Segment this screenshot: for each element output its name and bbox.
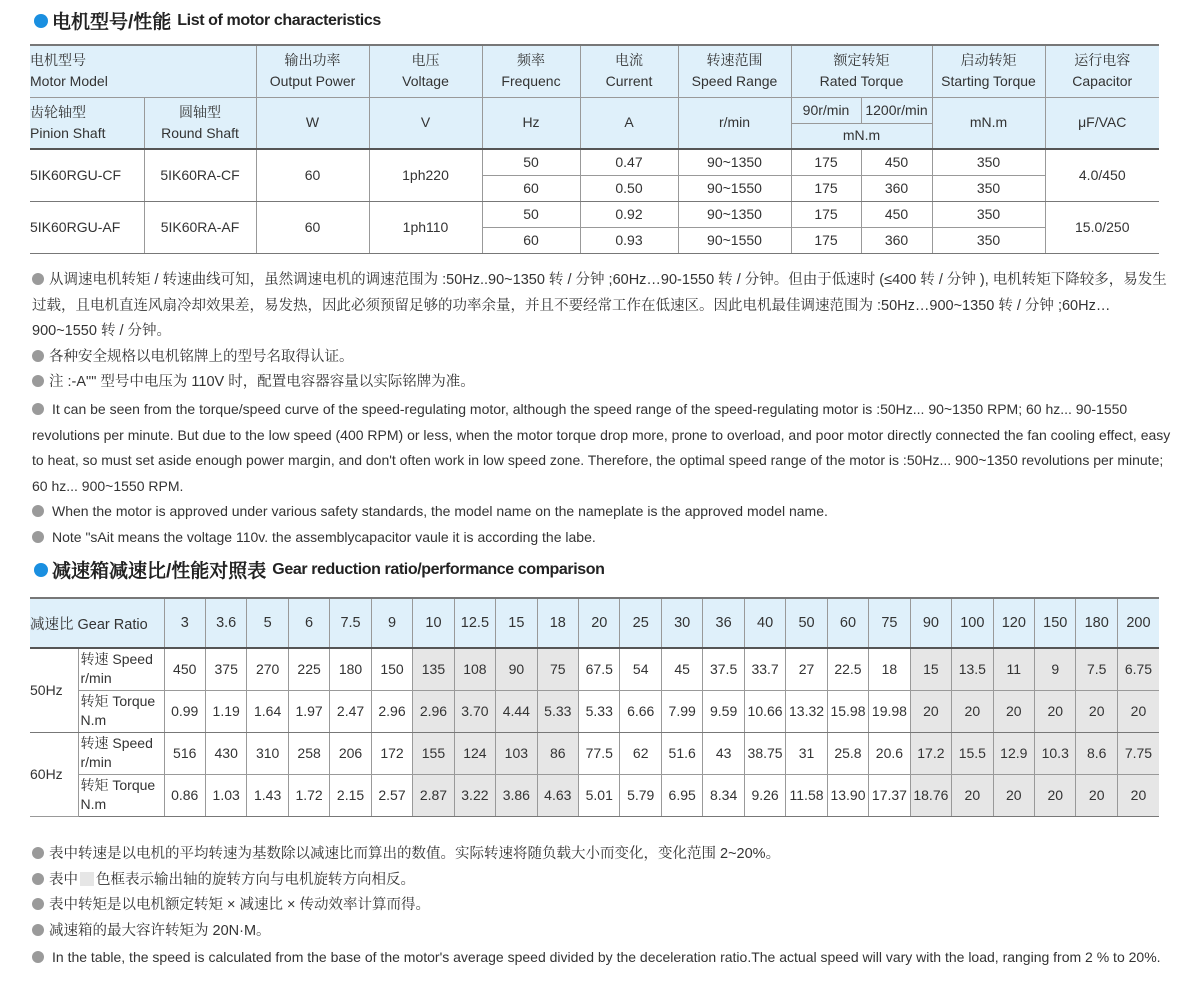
cell-torque-value: 20 bbox=[910, 690, 951, 732]
cell-speed: 90~1550 bbox=[678, 175, 791, 201]
cell-torque-value: 2.96 bbox=[413, 690, 454, 732]
cell-speed-value: 45 bbox=[661, 648, 702, 690]
cell-start: 350 bbox=[932, 149, 1045, 175]
blue-dot-icon bbox=[34, 14, 48, 28]
cell-torque-value: 20 bbox=[1035, 774, 1076, 816]
row-label-title: 转矩 Torque bbox=[80, 693, 156, 709]
header-ratio: 120 bbox=[993, 598, 1034, 648]
cell-speed-value: 155 bbox=[413, 732, 454, 774]
bullet-icon bbox=[32, 505, 44, 517]
table-row bbox=[30, 201, 1159, 227]
blue-dot-icon bbox=[34, 563, 48, 577]
unit-capacitor: μF/VAC bbox=[1045, 97, 1159, 149]
header-motor-model bbox=[30, 45, 256, 97]
unit-rated-1200: 1200r/min bbox=[861, 97, 932, 123]
table-row bbox=[30, 690, 1159, 732]
row-label-title: 转矩 Torque bbox=[80, 777, 156, 793]
header-ratio: 25 bbox=[620, 598, 661, 648]
unit-rated-torque: mN.m bbox=[791, 123, 932, 149]
header-zh: 运行电容 bbox=[1074, 52, 1131, 69]
section-title-en: Gear reduction ratio/performance comparison bbox=[272, 560, 605, 578]
note-item bbox=[32, 268, 1172, 345]
cell-torque-value: 5.01 bbox=[579, 774, 620, 816]
row-label-torque bbox=[78, 690, 164, 732]
cell-speed-value: 225 bbox=[288, 648, 329, 690]
cell-speed-value: 13.5 bbox=[952, 648, 993, 690]
cell-speed-value: 270 bbox=[247, 648, 288, 690]
cell-speed-value: 20.6 bbox=[869, 732, 910, 774]
header-pinion-shaft bbox=[30, 97, 144, 149]
cell-frequency: 50Hz bbox=[30, 648, 78, 732]
cell-speed-value: 7.5 bbox=[1076, 648, 1117, 690]
cell-torque-value: 2.47 bbox=[330, 690, 371, 732]
bullet-icon bbox=[32, 273, 44, 285]
cell-speed-value: 206 bbox=[330, 732, 371, 774]
cell-speed-value: 62 bbox=[620, 732, 661, 774]
header-output-power bbox=[256, 45, 369, 97]
cell-torque-value: 13.32 bbox=[786, 690, 827, 732]
cell-torque-value: 5.33 bbox=[537, 690, 578, 732]
cell-torque-value: 4.44 bbox=[496, 690, 537, 732]
row-label-unit: N.m bbox=[80, 796, 107, 812]
header-ratio: 50 bbox=[786, 598, 827, 648]
cell-torque-value: 4.63 bbox=[537, 774, 578, 816]
cell-start: 350 bbox=[932, 175, 1045, 201]
bullet-icon bbox=[32, 403, 44, 415]
header-voltage bbox=[369, 45, 482, 97]
section-title-en: List of motor characteristics bbox=[177, 11, 381, 29]
note-text: 从调速电机转矩 / 转速曲线可知，虽然调速电机的调速范围为 :50Hz..90~1350 转 / 分钟 ;60Hz…90-1550 转 / 分钟。但由于低速时 (≤400 转 / 分钟 ), 电机转矩下降较多，易发生过载，且电机直连风扇冷却效果差，易发热，因此必须预留足够的功率余量，并且不要经常工作在低速区。因此电机最佳调速范围为 :50Hz…900~1350 转 / 分钟 ;60Hz…900~1550 转 / 分钟。 bbox=[32, 272, 1167, 339]
header-ratio: 36 bbox=[703, 598, 744, 648]
cell-torque-value: 9.59 bbox=[703, 690, 744, 732]
cell-speed-value: 7.75 bbox=[1117, 732, 1159, 774]
bullet-icon bbox=[32, 531, 44, 543]
cell-current: 0.93 bbox=[580, 227, 678, 253]
unit-frequency: Hz bbox=[482, 97, 580, 149]
note-text: In the table, the speed is calculated from the base of the motor's average speed divided by the deceleration ratio.The actual speed will vary with the load, ranging from 2 % to 20%. bbox=[52, 949, 1161, 965]
note-text: 表中转速是以电机的平均转速为基数除以减速比而算出的数值。实际转速将随负载大小而变化，变化范围 2~20%。 bbox=[49, 846, 781, 862]
header-en: Speed Range bbox=[691, 73, 778, 90]
bullet-icon bbox=[32, 375, 44, 387]
header-en: Current bbox=[605, 73, 653, 90]
cell-rated-1200: 450 bbox=[861, 149, 932, 175]
header-zh: 输出功率 bbox=[284, 52, 341, 69]
header-zh: 齿轮轴型 bbox=[30, 103, 86, 120]
cell-speed-value: 310 bbox=[247, 732, 288, 774]
cell-voltage: 1ph110 bbox=[369, 201, 482, 253]
row-label-unit: N.m bbox=[80, 712, 107, 728]
cell-speed: 90~1350 bbox=[678, 201, 791, 227]
note-item bbox=[32, 499, 1172, 525]
header-en: Frequenc bbox=[501, 73, 561, 90]
cell-torque-value: 5.79 bbox=[620, 774, 661, 816]
cell-freq: 60 bbox=[482, 227, 580, 253]
cell-pinion: 5IK60RGU-CF bbox=[30, 149, 144, 201]
cell-speed-value: 86 bbox=[537, 732, 578, 774]
note-item bbox=[32, 919, 1172, 945]
cell-torque-value: 0.86 bbox=[164, 774, 205, 816]
bullet-icon bbox=[32, 951, 44, 963]
cell-torque-value: 1.19 bbox=[205, 690, 246, 732]
row-label-torque bbox=[78, 774, 164, 816]
notes-motor-zh bbox=[32, 268, 1172, 396]
cell-speed-value: 27 bbox=[786, 648, 827, 690]
cell-torque-value: 13.90 bbox=[827, 774, 868, 816]
cell-speed-value: 25.8 bbox=[827, 732, 868, 774]
cell-current: 0.92 bbox=[580, 201, 678, 227]
cell-speed-value: 67.5 bbox=[579, 648, 620, 690]
cell-rated-90: 175 bbox=[791, 201, 861, 227]
cell-torque-value: 5.33 bbox=[579, 690, 620, 732]
cell-speed-value: 375 bbox=[205, 648, 246, 690]
header-ratio: 20 bbox=[579, 598, 620, 648]
gear-ratio-table bbox=[30, 597, 1159, 817]
row-label-title: 转速 Speed bbox=[80, 735, 153, 751]
cell-capacitor: 4.0/450 bbox=[1045, 149, 1159, 201]
cell-torque-value: 8.34 bbox=[703, 774, 744, 816]
header-zh: 圆轴型 bbox=[179, 103, 221, 120]
cell-speed-value: 77.5 bbox=[579, 732, 620, 774]
cell-torque-value: 6.95 bbox=[661, 774, 702, 816]
header-zh: 启动转矩 bbox=[960, 52, 1017, 69]
header-ratio: 12.5 bbox=[454, 598, 495, 648]
cell-rated-90: 175 bbox=[791, 227, 861, 253]
unit-current: A bbox=[580, 97, 678, 149]
cell-pinion: 5IK60RGU-AF bbox=[30, 201, 144, 253]
header-starting-torque bbox=[932, 45, 1045, 97]
cell-speed-value: 38.75 bbox=[744, 732, 785, 774]
cell-torque-value: 0.99 bbox=[164, 690, 205, 732]
unit-power: W bbox=[256, 97, 369, 149]
table-row bbox=[30, 774, 1159, 816]
cell-torque-value: 20 bbox=[952, 690, 993, 732]
note-item bbox=[32, 945, 1172, 971]
cell-speed-value: 6.75 bbox=[1117, 648, 1159, 690]
header-speed-range bbox=[678, 45, 791, 97]
cell-current: 0.50 bbox=[580, 175, 678, 201]
header-en: Pinion Shaft bbox=[30, 124, 106, 141]
cell-torque-value: 1.97 bbox=[288, 690, 329, 732]
cell-torque-value: 2.87 bbox=[413, 774, 454, 816]
cell-round: 5IK60RA-CF bbox=[144, 149, 256, 201]
note-text: Note "sAit means the voltage 110v. the assemblycapacitor vaule it is according the labe. bbox=[52, 528, 596, 545]
note-item bbox=[32, 397, 1172, 499]
notes-gear-en bbox=[32, 945, 1172, 971]
notes-gear-zh bbox=[32, 842, 1172, 944]
cell-torque-value: 2.57 bbox=[371, 774, 412, 816]
bullet-icon bbox=[32, 350, 44, 362]
section-title-gear-ratio bbox=[34, 556, 605, 583]
cell-speed-value: 75 bbox=[537, 648, 578, 690]
header-ratio: 3 bbox=[164, 598, 205, 648]
shade-swatch-icon bbox=[80, 872, 94, 886]
bullet-icon bbox=[32, 898, 44, 910]
cell-start: 350 bbox=[932, 227, 1045, 253]
cell-start: 350 bbox=[932, 201, 1045, 227]
cell-speed-value: 108 bbox=[454, 648, 495, 690]
cell-power: 60 bbox=[256, 149, 369, 201]
cell-speed-value: 150 bbox=[371, 648, 412, 690]
cell-torque-value: 19.98 bbox=[869, 690, 910, 732]
cell-torque-value: 17.37 bbox=[869, 774, 910, 816]
row-label-unit: r/min bbox=[80, 754, 112, 770]
cell-speed-value: 51.6 bbox=[661, 732, 702, 774]
cell-rated-1200: 450 bbox=[861, 201, 932, 227]
note-text: It can be seen from the torque/speed curve of the speed-regulating motor, although the speed range of the speed-regulating motor is :50Hz... 90~1350 RPM; 60 hz... 90-1550 revolutions per minute. But due to the low speed (400 RPM) or less, when the motor torque drop more, prone to overload, and poor motor directly connected the fan cooling effect, easy to heat, so must set aside enough power margin, and don't often work in low speed zone. Therefore, the optimal speed range of the motor is :50Hz... 900~1350 revolutions per minute; 60 hz... 900~1550 RPM. bbox=[32, 401, 1171, 494]
cell-torque-value: 9.26 bbox=[744, 774, 785, 816]
cell-torque-value: 20 bbox=[952, 774, 993, 816]
header-ratio: 75 bbox=[869, 598, 910, 648]
section-title-zh: 减速箱减速比/性能对照表 bbox=[52, 561, 267, 582]
header-zh: 电流 bbox=[615, 52, 643, 69]
note-text: 各种安全规格以电机铭牌上的型号名取得认证。 bbox=[49, 348, 354, 365]
cell-torque-value: 20 bbox=[1076, 774, 1117, 816]
header-en: Starting Torque bbox=[941, 73, 1036, 90]
table-row bbox=[30, 149, 1159, 175]
header-current bbox=[580, 45, 678, 97]
cell-torque-value: 7.99 bbox=[661, 690, 702, 732]
header-ratio: 30 bbox=[661, 598, 702, 648]
cell-torque-value: 10.66 bbox=[744, 690, 785, 732]
header-capacitor bbox=[1045, 45, 1159, 97]
cell-speed-value: 8.6 bbox=[1076, 732, 1117, 774]
cell-freq: 50 bbox=[482, 201, 580, 227]
bullet-icon bbox=[32, 924, 44, 936]
cell-speed-value: 37.5 bbox=[703, 648, 744, 690]
cell-torque-value: 15.98 bbox=[827, 690, 868, 732]
cell-freq: 60 bbox=[482, 175, 580, 201]
unit-starting-torque: mN.m bbox=[932, 97, 1045, 149]
header-round-shaft bbox=[144, 97, 256, 149]
row-label-speed bbox=[78, 732, 164, 774]
header-ratio: 180 bbox=[1076, 598, 1117, 648]
row-label-title: 转速 Speed bbox=[80, 651, 153, 668]
section-title-zh: 电机型号/性能 bbox=[52, 12, 172, 33]
note-item bbox=[32, 345, 1172, 371]
header-en: Rated Torque bbox=[819, 73, 904, 90]
cell-power: 60 bbox=[256, 201, 369, 253]
cell-torque-value: 3.22 bbox=[454, 774, 495, 816]
cell-torque-value: 20 bbox=[993, 690, 1034, 732]
header-rated-torque bbox=[791, 45, 932, 97]
header-ratio: 7.5 bbox=[330, 598, 371, 648]
header-ratio: 40 bbox=[744, 598, 785, 648]
cell-torque-value: 20 bbox=[1076, 690, 1117, 732]
cell-speed-value: 516 bbox=[164, 732, 205, 774]
cell-speed-value: 172 bbox=[371, 732, 412, 774]
header-ratio: 150 bbox=[1035, 598, 1076, 648]
header-frequency bbox=[482, 45, 580, 97]
table-row bbox=[30, 648, 1159, 690]
header-ratio: 6 bbox=[288, 598, 329, 648]
table-row bbox=[30, 732, 1159, 774]
cell-speed-value: 54 bbox=[620, 648, 661, 690]
cell-speed-value: 124 bbox=[454, 732, 495, 774]
cell-speed-value: 135 bbox=[413, 648, 454, 690]
bullet-icon bbox=[32, 873, 44, 885]
cell-torque-value: 6.66 bbox=[620, 690, 661, 732]
header-ratio: 15 bbox=[496, 598, 537, 648]
cell-speed: 90~1550 bbox=[678, 227, 791, 253]
cell-speed-value: 43 bbox=[703, 732, 744, 774]
cell-speed-value: 15.5 bbox=[952, 732, 993, 774]
note-item bbox=[32, 525, 1172, 551]
cell-rated-1200: 360 bbox=[861, 227, 932, 253]
cell-torque-value: 18.76 bbox=[910, 774, 951, 816]
cell-torque-value: 1.64 bbox=[247, 690, 288, 732]
cell-speed-value: 22.5 bbox=[827, 648, 868, 690]
cell-frequency: 60Hz bbox=[30, 732, 78, 816]
cell-speed-value: 430 bbox=[205, 732, 246, 774]
unit-speed: r/min bbox=[678, 97, 791, 149]
note-text: When the motor is approved under various safety standards, the model name on the nameplate is the approved model name. bbox=[52, 503, 828, 519]
note-text: 表中 bbox=[49, 871, 78, 888]
cell-speed-value: 17.2 bbox=[910, 732, 951, 774]
header-zh: 额定转矩 bbox=[833, 52, 890, 69]
header-ratio: 60 bbox=[827, 598, 868, 648]
cell-speed-value: 18 bbox=[869, 648, 910, 690]
header-en: Motor Model bbox=[30, 73, 108, 90]
header-ratio: 5 bbox=[247, 598, 288, 648]
cell-rated-90: 175 bbox=[791, 149, 861, 175]
note-item bbox=[32, 893, 1172, 919]
cell-speed-value: 12.9 bbox=[993, 732, 1034, 774]
cell-speed-value: 11 bbox=[993, 648, 1034, 690]
header-ratio: 3.6 bbox=[205, 598, 246, 648]
note-text: 表中转矩是以电机额定转矩 × 减速比 × 传动效率计算而得。 bbox=[49, 897, 431, 913]
cell-torque-value: 20 bbox=[1117, 690, 1159, 732]
cell-speed: 90~1350 bbox=[678, 149, 791, 175]
header-zh: 电机型号 bbox=[30, 52, 86, 69]
cell-speed-value: 90 bbox=[496, 648, 537, 690]
header-ratio: 18 bbox=[537, 598, 578, 648]
cell-torque-value: 1.43 bbox=[247, 774, 288, 816]
motor-characteristics-table bbox=[30, 44, 1159, 254]
cell-torque-value: 1.03 bbox=[205, 774, 246, 816]
note-item bbox=[32, 868, 1172, 894]
cell-torque-value: 2.15 bbox=[330, 774, 371, 816]
note-item bbox=[32, 842, 1172, 868]
cell-voltage: 1ph220 bbox=[369, 149, 482, 201]
header-zh: 电压 bbox=[411, 52, 440, 69]
header-en: Capacitor bbox=[1072, 73, 1133, 90]
cell-capacitor: 15.0/250 bbox=[1045, 201, 1159, 253]
header-gear-ratio: 减速比 Gear Ratio bbox=[30, 598, 164, 648]
cell-torque-value: 20 bbox=[1035, 690, 1076, 732]
cell-freq: 50 bbox=[482, 149, 580, 175]
unit-rated-90: 90r/min bbox=[791, 97, 861, 123]
unit-voltage: V bbox=[369, 97, 482, 149]
cell-speed-value: 103 bbox=[496, 732, 537, 774]
cell-speed-value: 450 bbox=[164, 648, 205, 690]
bullet-icon bbox=[32, 847, 44, 859]
cell-speed-value: 180 bbox=[330, 648, 371, 690]
cell-torque-value: 11.58 bbox=[786, 774, 827, 816]
cell-speed-value: 258 bbox=[288, 732, 329, 774]
header-ratio: 90 bbox=[910, 598, 951, 648]
header-ratio: 200 bbox=[1117, 598, 1159, 648]
header-ratio: 100 bbox=[952, 598, 993, 648]
section-title-motor-characteristics bbox=[34, 7, 381, 34]
cell-torque-value: 2.96 bbox=[371, 690, 412, 732]
cell-torque-value: 3.86 bbox=[496, 774, 537, 816]
row-label-speed bbox=[78, 648, 164, 690]
cell-torque-value: 3.70 bbox=[454, 690, 495, 732]
header-ratio: 10 bbox=[413, 598, 454, 648]
header-zh: 频率 bbox=[517, 52, 545, 69]
notes-motor-en bbox=[32, 397, 1172, 550]
header-zh: 转速范围 bbox=[706, 52, 763, 69]
cell-current: 0.47 bbox=[580, 149, 678, 175]
note-text: 色框表示输出轴的旋转方向与电机旋转方向相反。 bbox=[96, 871, 415, 888]
cell-speed-value: 33.7 bbox=[744, 648, 785, 690]
header-en: Output Power bbox=[269, 73, 356, 90]
header-en: Round Shaft bbox=[161, 124, 239, 141]
cell-speed-value: 31 bbox=[786, 732, 827, 774]
cell-round: 5IK60RA-AF bbox=[144, 201, 256, 253]
header-en: Voltage bbox=[402, 73, 449, 90]
cell-torque-value: 1.72 bbox=[288, 774, 329, 816]
cell-rated-90: 175 bbox=[791, 175, 861, 201]
cell-speed-value: 15 bbox=[910, 648, 951, 690]
table-header-row bbox=[30, 598, 1159, 648]
header-ratio: 9 bbox=[371, 598, 412, 648]
cell-torque-value: 20 bbox=[1117, 774, 1159, 816]
cell-speed-value: 9 bbox=[1035, 648, 1076, 690]
row-label-unit: r/min bbox=[80, 670, 112, 687]
cell-torque-value: 20 bbox=[993, 774, 1034, 816]
note-text: 注 :-A"" 型号中电压为 110V 时，配置电容器容量以实际铭牌为准。 bbox=[49, 374, 475, 390]
cell-rated-1200: 360 bbox=[861, 175, 932, 201]
note-text: 减速箱的最大容许转矩为 20N·M。 bbox=[49, 922, 271, 939]
cell-speed-value: 10.3 bbox=[1035, 732, 1076, 774]
note-item bbox=[32, 370, 1172, 396]
